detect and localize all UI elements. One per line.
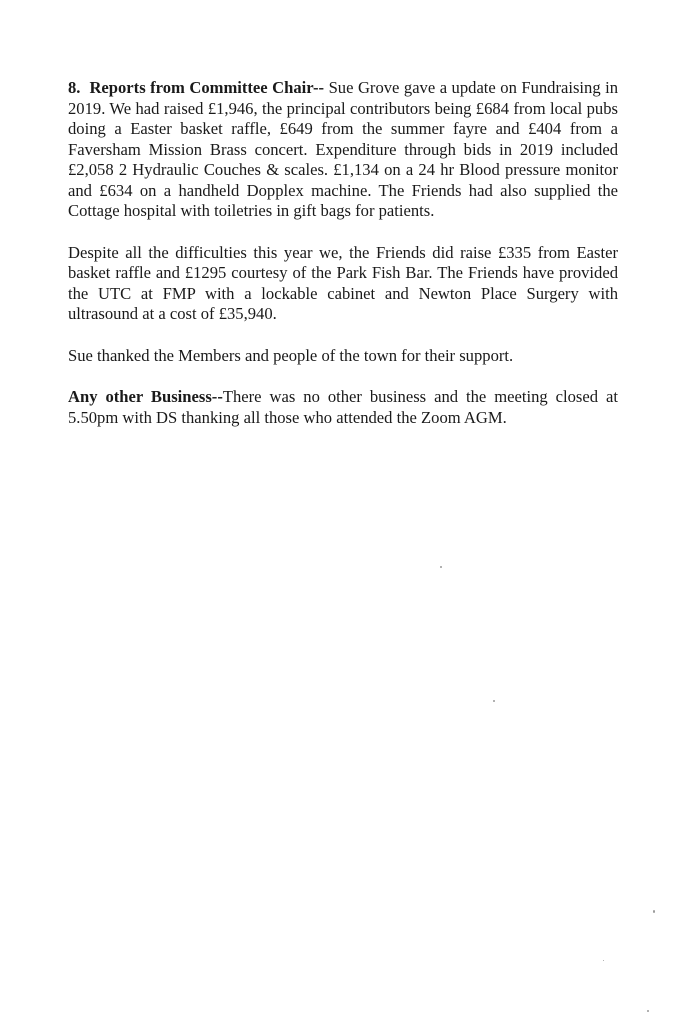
thanks-paragraph: Sue thanked the Members and people of the town for their support. bbox=[68, 345, 514, 365]
any-other-business-text: There was no other business and the meeting closed at 5.50pm with DS thanking all those who attended the Zoom AGM. bbox=[68, 387, 618, 427]
fundraising-update-paragraph: Despite all the difficulties this year we, the Friends did raise £335 from Easter basket raffle and £1295 courtesy of the Park Fish Bar. The Friends have provided the UTC at FMP with a lockable cabinet and Newton Place Surgery with ultrasound at a cost of £35,940. bbox=[68, 242, 618, 323]
scan-speck bbox=[493, 700, 495, 702]
any-other-business-heading: Any other Business-- bbox=[68, 387, 223, 406]
section-number: 8. bbox=[68, 78, 81, 97]
scan-speck bbox=[440, 566, 442, 568]
committee-chair-heading: Reports from Committee Chair-- bbox=[89, 78, 325, 97]
committee-chair-report-text: Sue Grove gave a update on Fundraising in 2019. We had raised £1,946, the principal contributors being £684 from local pubs doing a Easter basket raffle, £649 from the summer fayre and £404 from a Faversham Mission Brass concert. Expenditure through bids in 2019 included £2,058 2 Hydraulic Couches & scales. £1,134 on a 24 hr Blood pressure monitor and £634 on a handheld Dopplex machine. The Friends had also supplied the Cottage hospital with toiletries in gift bags for patients. bbox=[68, 78, 619, 220]
scan-speck bbox=[603, 960, 604, 961]
any-other-business-paragraph bbox=[68, 387, 618, 428]
scan-speck bbox=[647, 1010, 649, 1012]
document-body bbox=[68, 78, 618, 428]
scan-speck bbox=[653, 910, 655, 913]
committee-chair-report-paragraph bbox=[68, 78, 618, 222]
